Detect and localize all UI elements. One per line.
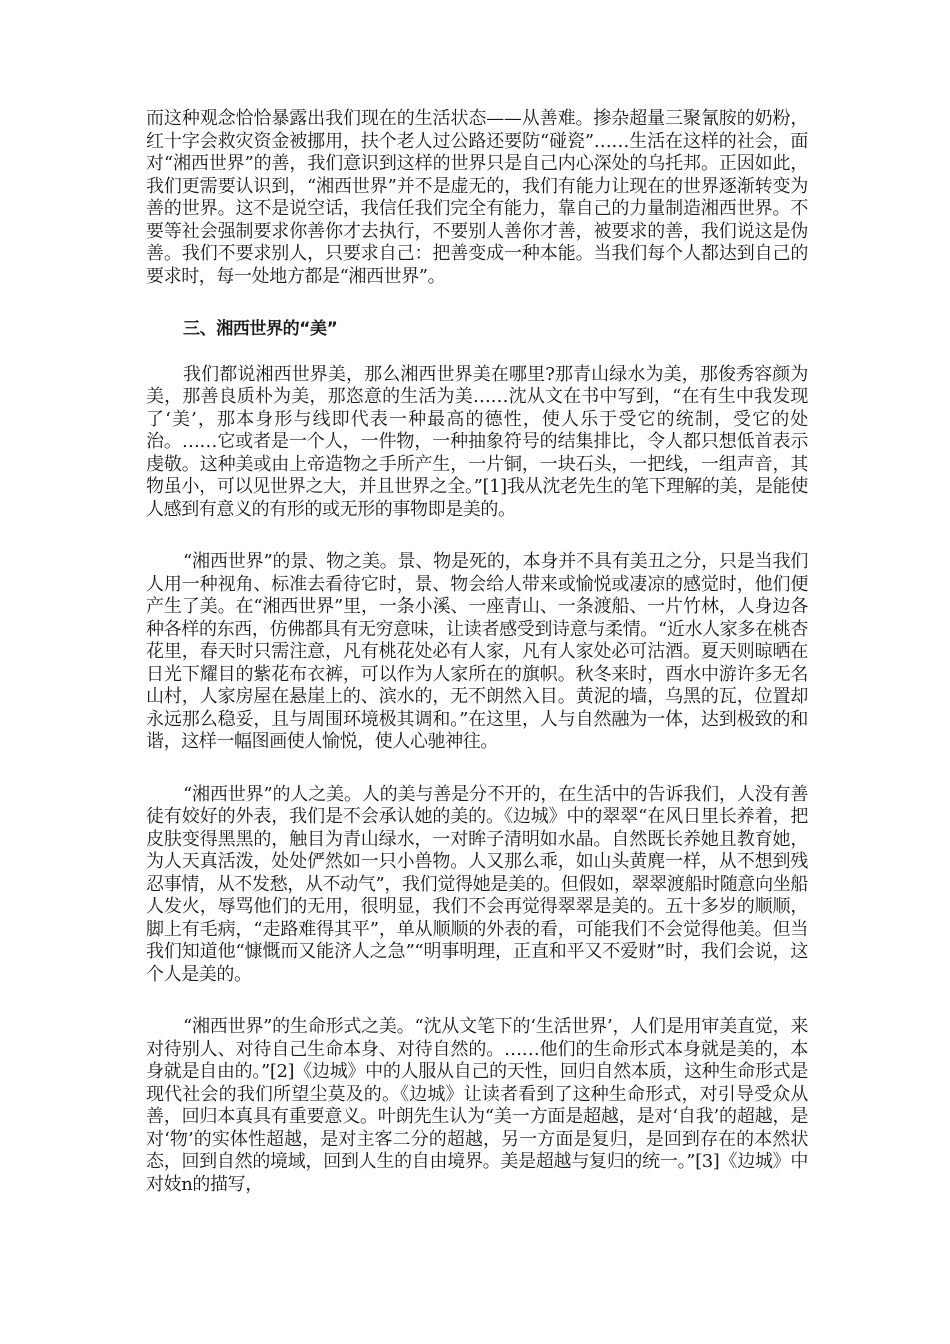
paragraph-spacer — [146, 341, 808, 364]
paragraph-beauty-intro: 我们都说湘西世界美，那么湘西世界美在哪里?那青山绿水为美，那俊秀容颜为美，那善良质朴为美，那恣意的生活为美……沈从文在书中写到，“在有生中我发现了‘美’，那本身形与线即代表一种最高的德性，使人乐于受它的统制，受它的处治。……它或者是一个人，一件物，一种抽象符号的结集排比，令人都只想低首表示虔敬。这种美或由上帝造物之手所产生，一片铜，一块石头，一把线，一组声音，其物虽小，可以见世界之大，并且世界之全。”[1]我从沈老先生的笔下理解的美，是能使人感到有意义的有形的或无形的事物即是美的。 — [146, 363, 808, 520]
document-page — [146, 108, 808, 1196]
paragraph-scenery-beauty: “湘西世界”的景、物之美。景、物是死的，本身并不具有美丑之分，只是当我们人用一种视角、标准去看待它时，景、物会给人带来或愉悦或凄凉的感觉时，他们便产生了美。在“湘西世界”里，一条小溪、一座青山、一条渡船、一片竹林，人身边各种各样的东西，仿佛都具有无穷意味，让读者感受到诗意与柔情。“近水人家多在桃杏花里，春天时只需注意，凡有桃花处必有人家，凡有人家处必可沽酒。夏天则晾晒在日光下耀目的紫花布衣裤，可以作为人家所在的旗帜。秋冬来时，酉水中游许多无名山村，人家房屋在悬崖上的、滨水的，无不朗然入目。黄泥的墙，乌黑的瓦，位置却永远那么稳妥，且与周围环境极其调和。”在这里，人与自然融为一体，达到极致的和谐，这样一幅图画使人愉悦，使人心驰神往。 — [146, 551, 808, 752]
paragraph-spacer — [146, 986, 808, 1016]
paragraph-spacer — [146, 288, 808, 318]
paragraph-spacer — [146, 754, 808, 784]
paragraph-people-beauty: “湘西世界”的人之美。人的美与善是分不开的，在生活中的告诉我们，人没有善徒有姣好的外表，我们是不会承认她的美的。《边城》中的翠翠“在风日里长养着，把皮肤变得黑黑的，触目为青山绿水，一对眸子清明如水晶。自然既长养她且教育她，为人天真活泼，处处俨然如一只小兽物。人又那么乖，如山头黄麂一样，从不想到残忍事情，从不发愁，从不动气”，我们觉得她是美的。但假如，翠翠渡船时随意向坐船人发火，辱骂他们的无用，很明显，我们不会再觉得翠翠是美的。五十多岁的顺顺，脚上有毛病，“走路难得其平”，单从顺顺的外表的看，可能我们不会觉得他美。但当我们知道他“慷慨而又能济人之急”“明事明理，正直和平又不爱财”时，我们会说，这个人是美的。 — [146, 783, 808, 985]
paragraph-spacer — [146, 521, 808, 551]
section-heading-beauty: 三、湘西世界的“美” — [183, 319, 338, 339]
paragraph-life-form-beauty: “湘西世界”的生命形式之美。“沈从文笔下的‘生活世界’，人们是用审美直觉，来对待别人、对待自己生命本身、对待自然的。……他们的生命形式本身就是美的，本身就是自由的。”[2]《边城》中的人服从自己的天性，回归自然本质，这种生命形式是现代社会的我们所望尘莫及的。《边城》让读者看到了这种生命形式，对引导受众从善，回归本真具有重要意义。叶朗先生认为“美一方面是超越，是对‘自我’的超越，是对‘物’的实体性超越，是对主客二分的超越，另一方面是复归，是回到存在的本然状态，回到自然的境域，回到人生的自由境界。美是超越与复归的统一。”[3]《边城》中对妓n的描写， — [146, 1016, 808, 1195]
paragraph-goodness-conclusion: 而这种观念恰恰暴露出我们现在的生活状态——从善难。掺杂超量三聚氰胺的奶粉，红十字会救灾资金被挪用，扶个老人过公路还要防“碰瓷”……生活在这样的社会，面对“湘西世界”的善，我们意识到这样的世界只是自己内心深处的乌托邦。正因如此，我们更需要认识到，“湘西世界”并不是虚无的，我们有能力让现在的世界逐渐转变为善的世界。这不是说空话，我信任我们完全有能力，靠自己的力量制造湘西世界。不要等社会强制要求你善你才去执行，不要别人善你才善，被要求的善，我们说这是伪善。我们不要求别人，只要求自己：把善变成一种本能。当我们每个人都达到自己的要求时，每一处地方都是“湘西世界”。 — [146, 108, 808, 287]
